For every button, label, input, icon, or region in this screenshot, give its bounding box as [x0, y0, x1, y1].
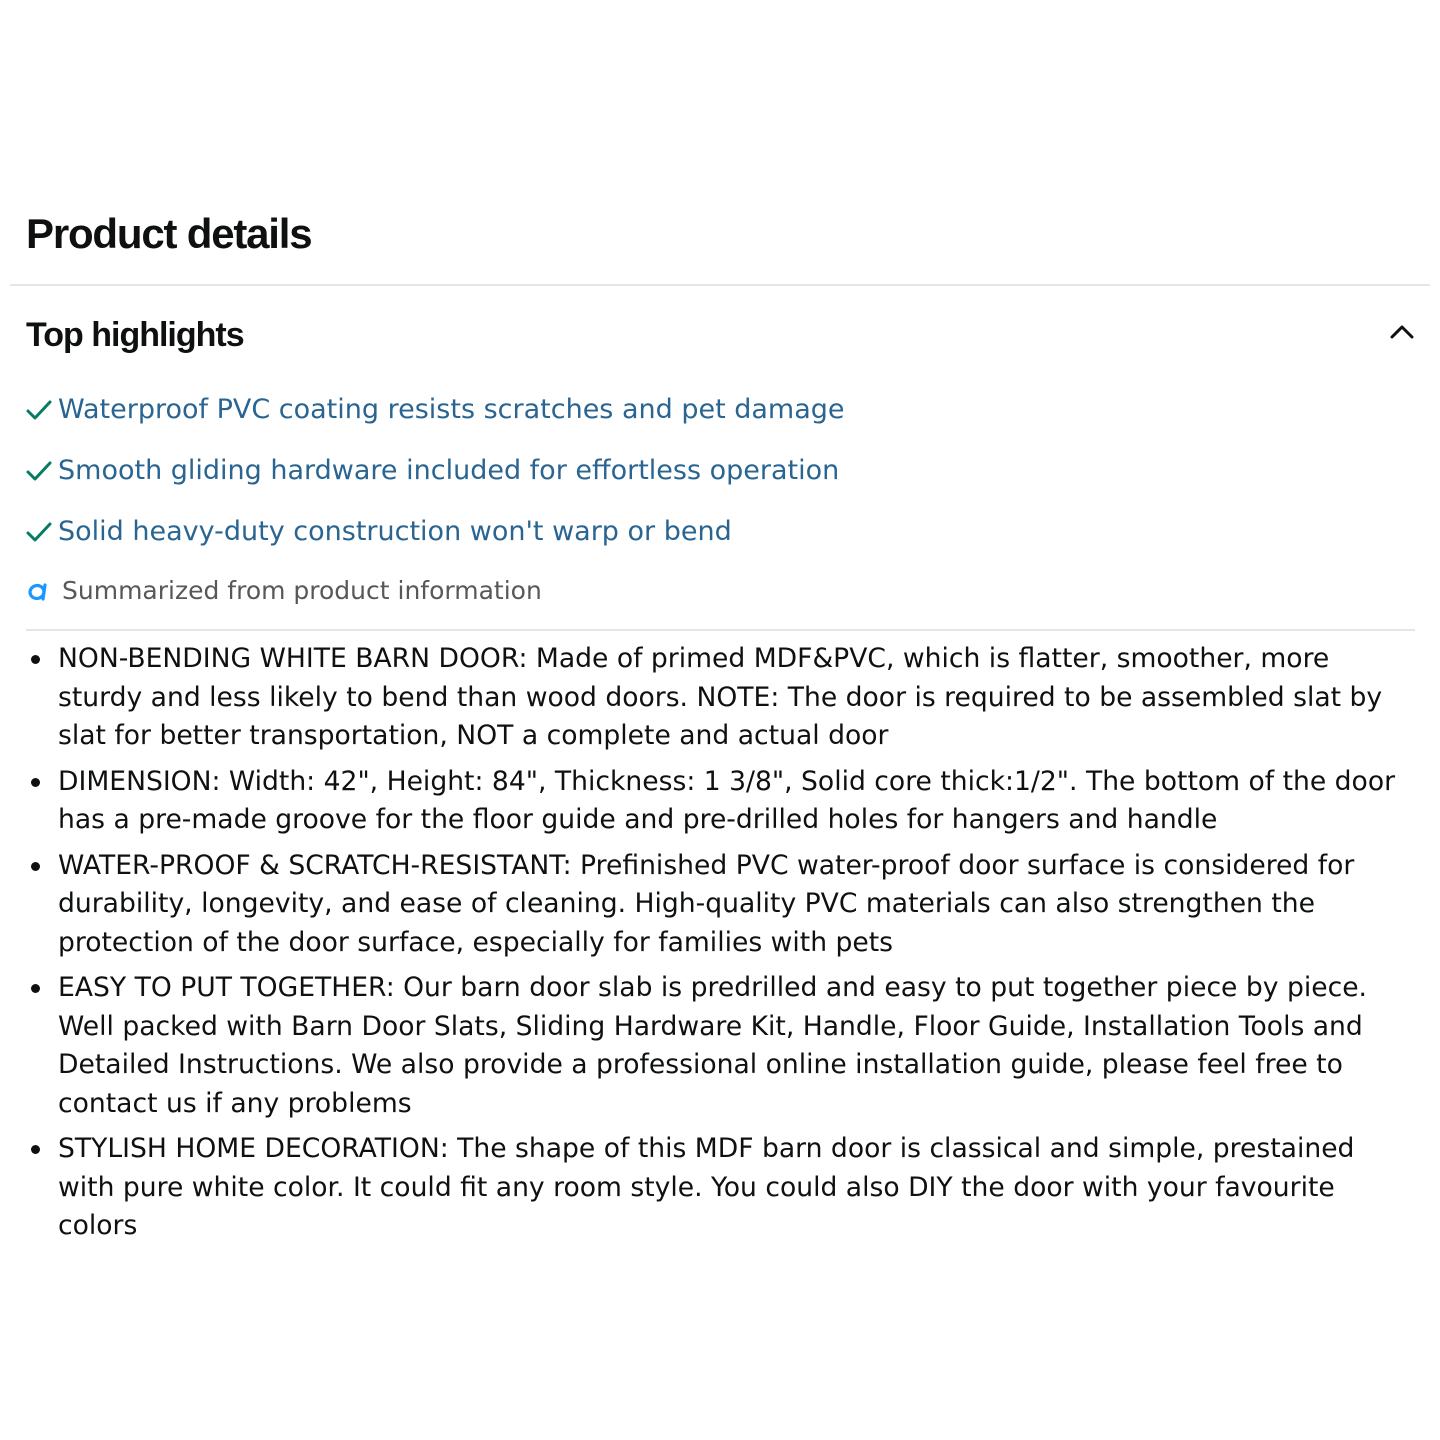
top-highlights-title: Top highlights [26, 316, 244, 354]
feature-bullet: NON-BENDING WHITE BARN DOOR: Made of primed MDF&PVC, which is flatter, smoother, more sturdy and less likely to bend than wood doors. NOTE: The door is required to be assembled slat by slat for better transportation, NOT a complete and actual door [26, 640, 1418, 756]
highlight-item [26, 451, 845, 491]
highlight-item [26, 512, 845, 552]
feature-bullet: WATER-PROOF & SCRATCH-RESISTANT: Prefinished PVC water-proof door surface is considered for durability, longevity, and ease of cleaning. High-quality PVC materials can also strengthen the protection of the door surface, especially for families with pets [26, 847, 1418, 963]
summary-text: Summarized from product information [62, 576, 542, 605]
check-icon [26, 459, 52, 483]
top-highlights-header[interactable] [26, 312, 1420, 358]
chevron-up-icon[interactable] [1388, 318, 1416, 346]
check-icon [26, 398, 52, 422]
section-divider [26, 629, 1415, 631]
highlight-text: Smooth gliding hardware included for effortless operation [58, 455, 840, 486]
highlight-item [26, 390, 845, 430]
summary-note [26, 573, 542, 609]
feature-bullet: DIMENSION: Width: 42", Height: 84", Thickness: 1 3/8", Solid core thick:1/2". The bottom of the door has a pre-made groove for the floor guide and pre-drilled holes for hangers and handle [26, 763, 1418, 840]
highlight-text: Solid heavy-duty construction won't warp or bend [58, 516, 732, 547]
check-icon [26, 520, 52, 544]
feature-bullets [26, 640, 1418, 1253]
highlights-list [26, 390, 845, 573]
ai-summary-icon [26, 579, 50, 603]
highlight-text: Waterproof PVC coating resists scratches and pet damage [58, 394, 845, 425]
page-title: Product details [26, 210, 312, 257]
feature-bullet: STYLISH HOME DECORATION: The shape of this MDF barn door is classical and simple, prestained with pure white color. It could fit any room style. You could also DIY the door with your favourite colors [26, 1130, 1418, 1246]
feature-bullet: EASY TO PUT TOGETHER: Our barn door slab is predrilled and easy to put together piece by piece. Well packed with Barn Door Slats, Sliding Hardware Kit, Handle, Floor Guide, Installation Tools and Detailed Instructions. We also provide a professional online installation guide, please feel free to contact us if any problems [26, 969, 1418, 1123]
section-divider [10, 284, 1430, 286]
